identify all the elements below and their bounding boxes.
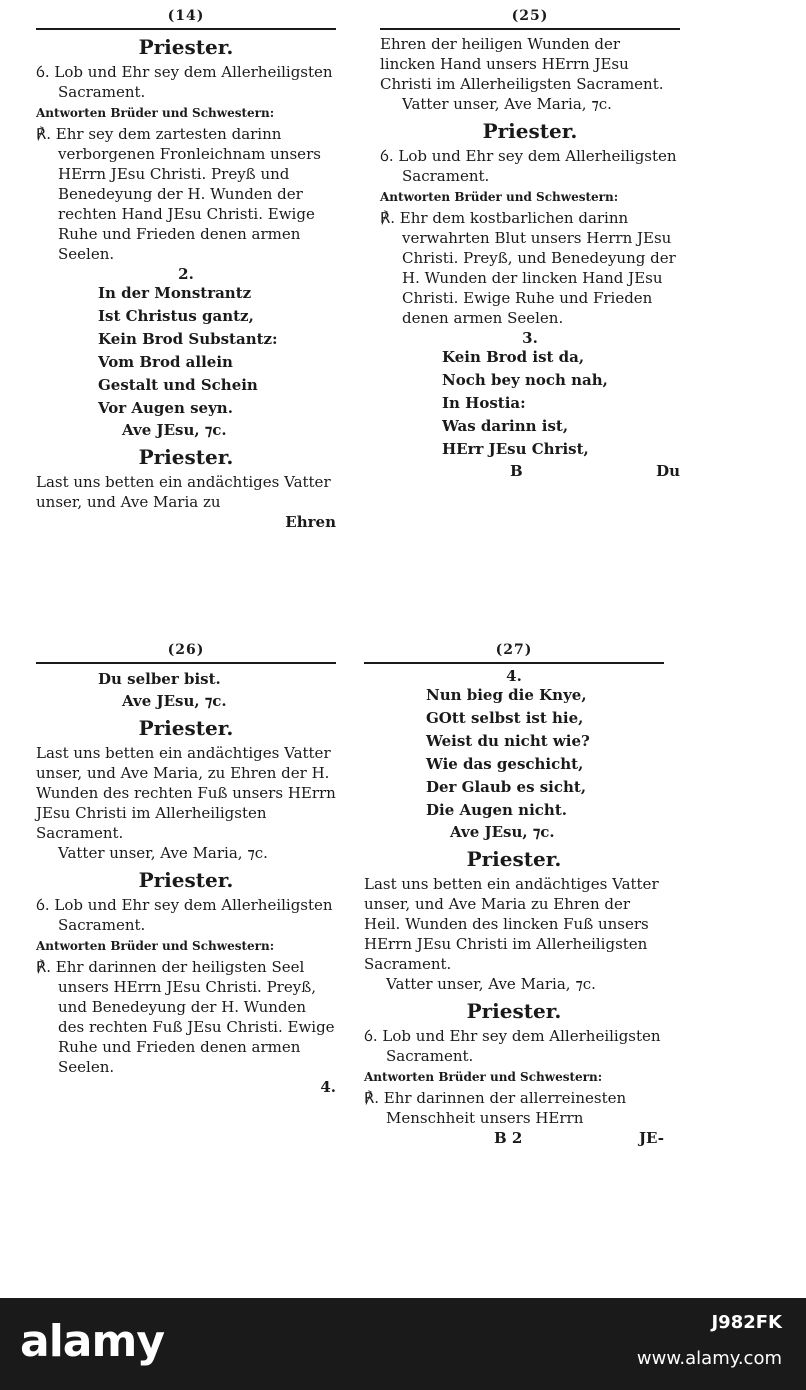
page-footer [364, 1128, 664, 1150]
catchword: Ehren [285, 513, 336, 531]
page-26 [36, 640, 336, 1099]
stanza-line: Die Augen nicht. [426, 801, 567, 819]
ave-line: Ave JEsu, ⁊c. [122, 692, 227, 710]
prayer-text: Last uns betten ein andächtiges Vatter unser, und Ave Maria, zu Ehren der H. Wunden des rechten Fuß unsers HErrn JEsu Christi im Allerheiligsten Sacrament. [36, 744, 336, 842]
catchword: 4. [320, 1078, 336, 1096]
priester-heading: Priester. [466, 999, 562, 1023]
page-header: (14) [167, 8, 205, 24]
catchword: Du [656, 462, 680, 480]
stanza-line: In Hostia: [442, 394, 526, 412]
versicle: ỽ. Lob und Ehr sey dem Allerheiligsten Sacrament. [380, 147, 677, 185]
priester-heading: Priester. [138, 35, 234, 59]
vatter-line: Vatter unser, Ave Maria, ⁊c. [58, 844, 268, 862]
page-25 [380, 6, 680, 483]
vatter-line: Vatter unser, Ave Maria, ⁊c. [402, 95, 612, 113]
priester-heading: Priester. [138, 445, 234, 469]
response-heading: Antworten Brüder und Schwestern: [36, 106, 275, 120]
signature-mark: B [510, 462, 523, 480]
versicle: ỽ. Lob und Ehr sey dem Allerheiligsten Sacrament. [36, 63, 333, 101]
response: ℟. Ehr darinnen der allerreinesten Menschheit unsers HErrn [364, 1089, 627, 1127]
priester-heading: Priester. [482, 119, 578, 143]
stanza-line: Der Glaub es sicht, [426, 778, 587, 796]
signature-mark: B 2 [494, 1129, 523, 1147]
ave-line: Ave JEsu, ⁊c. [122, 421, 227, 439]
watermark-url: www.alamy.com [636, 1348, 782, 1369]
stanza-line: Vom Brod allein [98, 353, 233, 371]
watermark-band [0, 1298, 806, 1390]
response: ℟. Ehr dem kostbarlichen darinn verwahrten Blut unsers Herrn JEsu Christi. Preyß, und Benedeyung der H. Wunden der lincken Hand JEsu Christi. Ewige Ruhe und Frieden denen armen Seelen. [380, 209, 676, 327]
page-27 [364, 640, 664, 1150]
prayer-continuation: Ehren der heiligen Wunden der lincken Hand unsers HErrn JEsu Christi im Allerheiligsten Sacrament. [380, 35, 664, 93]
stanza-line: Nun bieg die Knye, [426, 686, 587, 704]
stanza-line: Du selber bist. [98, 670, 221, 688]
stanza-line: GOtt selbst ist hie, [426, 709, 584, 727]
catchword: JE- [638, 1129, 664, 1147]
header-rule [380, 28, 680, 30]
priester-heading: Priester. [138, 716, 234, 740]
priester-heading: Priester. [138, 868, 234, 892]
stanza-line: Kein Brod ist da, [442, 348, 585, 366]
stanza-line: Kein Brod Substantz: [98, 330, 278, 348]
stanza [36, 282, 336, 420]
page-footer [36, 1077, 336, 1099]
page-14 [36, 6, 336, 534]
versicle: ỽ. Lob und Ehr sey dem Allerheiligsten Sacrament. [364, 1027, 661, 1065]
page-header: (26) [167, 642, 205, 658]
stanza-line: Was darinn ist, [442, 417, 569, 435]
header-rule [364, 662, 664, 664]
versicle: ỽ. Lob und Ehr sey dem Allerheiligsten Sacrament. [36, 896, 333, 934]
stanza-line: Gestalt und Schein [98, 376, 258, 394]
stanza-number: 3. [522, 329, 538, 347]
stanza-line: Noch bey noch nah, [442, 371, 608, 389]
stanza-number: 4. [506, 667, 522, 685]
page-header: (25) [511, 8, 549, 24]
ave-line: Ave JEsu, ⁊c. [450, 823, 555, 841]
watermark-image-id: J982FK [711, 1312, 782, 1333]
stanza-line: Ist Christus gantz, [98, 307, 254, 325]
stanza [380, 346, 680, 461]
header-rule [36, 28, 336, 30]
prayer-text: Last uns betten ein andächtiges Vatter unser, und Ave Maria zu Ehren der Heil. Wunden des lincken Fuß unsers HErrn JEsu Christi im Allerheiligsten Sacrament. [364, 875, 659, 973]
stanza [364, 684, 664, 822]
response-heading: Antworten Brüder und Schwestern: [364, 1070, 603, 1084]
stanza-line: In der Monstrantz [98, 284, 252, 302]
stanza-number: 2. [178, 265, 194, 283]
header-rule [36, 662, 336, 664]
stanza-line: Weist du nicht wie? [426, 732, 590, 750]
stanza-line: Vor Augen seyn. [98, 399, 233, 417]
watermark-logo: alamy [20, 1316, 164, 1367]
page-footer [380, 461, 680, 483]
response-heading: Antworten Brüder und Schwestern: [36, 939, 275, 953]
response: ℟. Ehr darinnen der heiligsten Seel unsers HErrn JEsu Christi. Preyß, und Benedeyung der H. Wunden des rechten Fuß JEsu Christi. Ewige Ruhe und Frieden denen armen Seelen. [36, 958, 335, 1076]
stanza-line: Wie das geschicht, [426, 755, 584, 773]
response-heading: Antworten Brüder und Schwestern: [380, 190, 619, 204]
page-footer [36, 512, 336, 534]
priester-heading: Priester. [466, 847, 562, 871]
page-header: (27) [495, 642, 533, 658]
response: ℟. Ehr sey dem zartesten darinn verborgenen Fronleichnam unsers HErrn JEsu Christi. Preyß und Benedeyung der H. Wunden der rechten Hand JEsu Christi. Ewige Ruhe und Frieden denen armen Seelen. [36, 125, 321, 263]
stanza [36, 668, 336, 691]
prayer-text: Last uns betten ein andächtiges Vatter unser, und Ave Maria zu [36, 473, 331, 511]
stanza-line: HErr JEsu Christ, [442, 440, 589, 458]
vatter-line: Vatter unser, Ave Maria, ⁊c. [386, 975, 596, 993]
